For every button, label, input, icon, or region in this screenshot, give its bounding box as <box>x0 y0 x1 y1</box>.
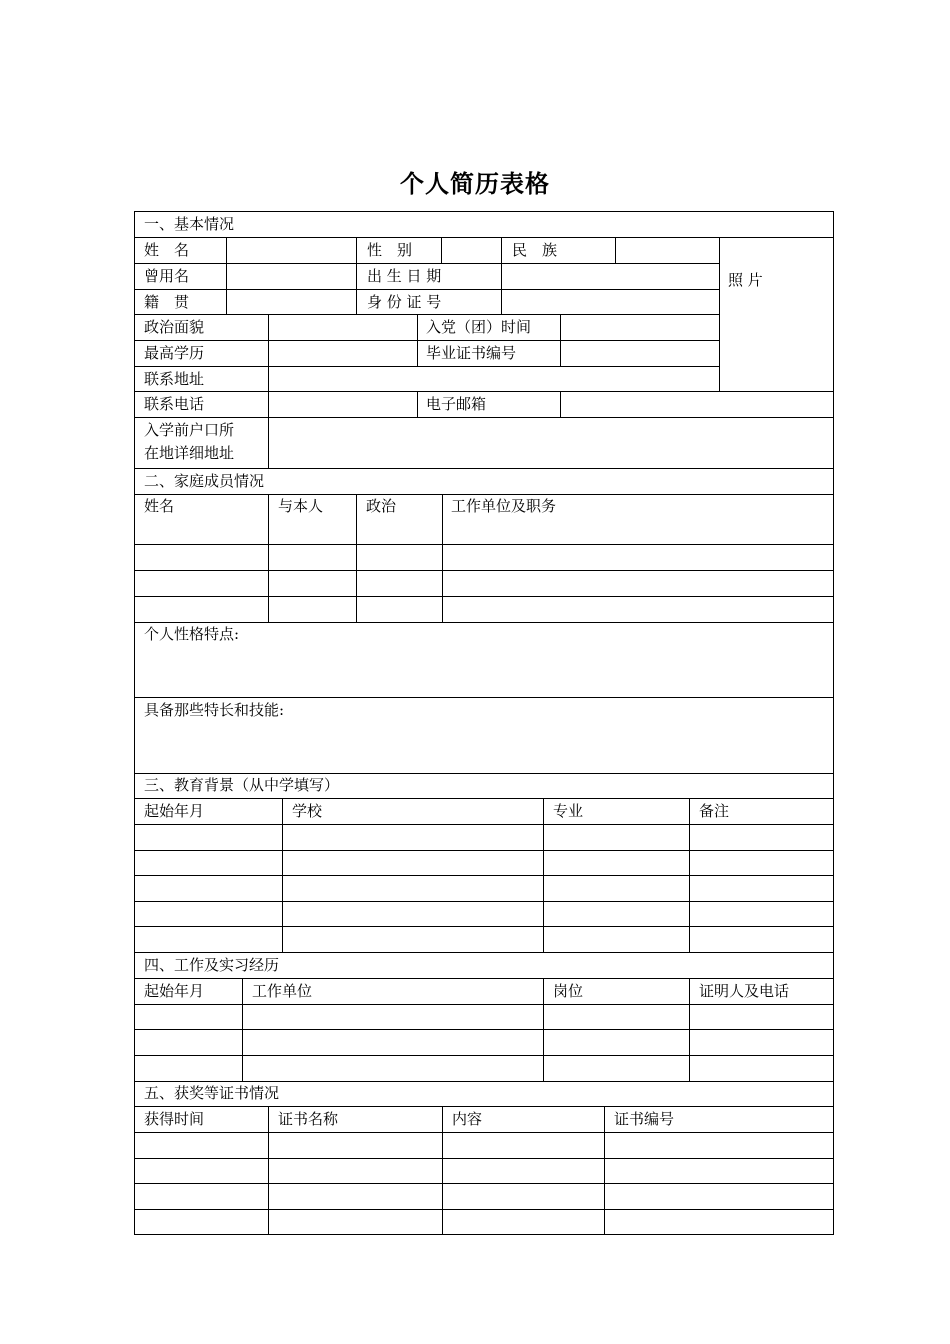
native-place-field[interactable] <box>227 290 356 314</box>
cert-col-content: 内容 <box>452 1110 483 1128</box>
work-col-position: 岗位 <box>553 982 584 1000</box>
resume-form <box>134 211 834 1235</box>
certificate-rows[interactable] <box>135 1132 833 1234</box>
edu-col-major: 专业 <box>553 802 584 820</box>
work-col-start-date: 起始年月 <box>144 982 205 1000</box>
label-phone: 联系电话 <box>144 395 205 413</box>
cert-col-date: 获得时间 <box>144 1110 205 1128</box>
diploma-number-field[interactable] <box>561 341 719 366</box>
political-status-field[interactable] <box>269 315 417 340</box>
label-skills: 具备那些特长和技能: <box>144 701 285 719</box>
label-address: 联系地址 <box>144 370 205 388</box>
section-education-header: 三、教育背景（从中学填写） <box>144 776 340 794</box>
former-name-field[interactable] <box>227 264 356 289</box>
skills-field[interactable] <box>135 722 833 773</box>
label-former-name: 曾用名 <box>144 267 190 285</box>
birth-date-field[interactable] <box>502 264 719 289</box>
label-native-place: 籍 贯 <box>144 293 190 311</box>
household-address-field[interactable] <box>269 418 833 468</box>
id-number-field[interactable] <box>502 290 719 314</box>
gender-field[interactable] <box>442 238 501 263</box>
family-col-relation: 与本人 <box>278 497 324 515</box>
party-join-date-field[interactable] <box>561 315 719 340</box>
photo-box[interactable] <box>720 238 833 391</box>
col-divider <box>356 237 357 314</box>
family-col-name: 姓名 <box>144 497 175 515</box>
row-divider <box>135 1106 833 1107</box>
col-divider <box>417 391 418 417</box>
label-household-line1: 入学前户口所 <box>144 421 235 439</box>
label-personality: 个人性格特点: <box>144 625 240 643</box>
cert-col-number: 证书编号 <box>614 1110 675 1128</box>
education-field[interactable] <box>269 341 417 366</box>
label-photo: 照 片 <box>728 271 763 289</box>
edu-col-start-date: 起始年月 <box>144 802 205 820</box>
label-political-status: 政治面貌 <box>144 318 205 336</box>
name-field[interactable] <box>227 238 356 263</box>
phone-field[interactable] <box>269 392 417 417</box>
work-col-employer: 工作单位 <box>252 982 313 1000</box>
label-household-line2: 在地详细地址 <box>144 444 235 462</box>
section-basic-info-header: 一、基本情况 <box>144 215 235 233</box>
label-education: 最高学历 <box>144 344 205 362</box>
label-gender: 性 别 <box>367 241 413 259</box>
work-col-reference: 证明人及电话 <box>699 982 790 1000</box>
label-diploma-number: 毕业证书编号 <box>426 344 517 362</box>
row-divider <box>135 622 833 623</box>
col-divider <box>417 314 418 366</box>
label-name: 姓 名 <box>144 241 190 259</box>
family-col-employer: 工作单位及职务 <box>451 497 557 515</box>
label-party-join-date: 入党（团）时间 <box>426 318 532 336</box>
section-certificates-header: 五、获奖等证书情况 <box>144 1084 280 1102</box>
family-col-political: 政治 <box>366 497 397 515</box>
label-ethnicity: 民 族 <box>512 241 558 259</box>
personality-field[interactable] <box>135 646 833 697</box>
address-field[interactable] <box>269 367 719 391</box>
work-rows[interactable] <box>135 1004 833 1081</box>
label-email: 电子邮箱 <box>426 395 487 413</box>
label-birth-date: 出 生 日 期 <box>367 267 442 285</box>
family-rows[interactable] <box>135 544 833 621</box>
email-field[interactable] <box>561 392 833 417</box>
section-family-header: 二、家庭成员情况 <box>144 472 265 490</box>
edu-col-notes: 备注 <box>699 802 730 820</box>
label-id-number: 身 份 证 号 <box>367 293 442 311</box>
ethnicity-field[interactable] <box>616 238 719 263</box>
cert-col-name: 证书名称 <box>278 1110 339 1128</box>
education-rows[interactable] <box>135 824 833 952</box>
page-title: 个人简历表格 <box>400 170 550 198</box>
edu-col-school: 学校 <box>292 802 323 820</box>
section-work-header: 四、工作及实习经历 <box>144 956 280 974</box>
